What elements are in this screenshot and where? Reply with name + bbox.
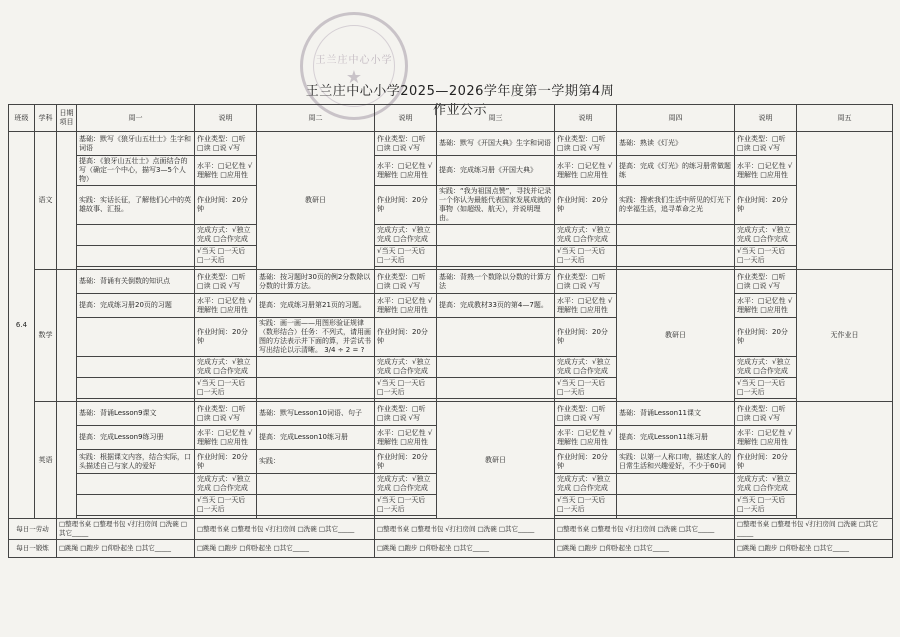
exercise-options-mon: □跳绳 □跑步 □仰卧起坐 □其它_____ (57, 540, 195, 558)
note-level: 水平：□记忆性 √理解性 □应用性 (735, 156, 797, 186)
header-note3: 说明 (555, 105, 617, 132)
yuwen-row-1 (9, 132, 893, 156)
footer-exercise-label: 每日一锻炼 (9, 540, 57, 558)
labor-options-mon: □整理书桌 □整理书包 √打扫房间 □洗碗 □其它_____ (57, 519, 195, 540)
note-days: √当天 □一天后 □一天后 (735, 246, 797, 267)
yuwen-wed-practice: 实践：“我为祖国点赞”，寻找并记录一个你认为最能代表国家发展成就的事物（如超级、航天），并说明理由。 (437, 186, 555, 225)
shuxue-row-3 (9, 318, 893, 357)
shuxue-wed-advanced: 提高：完成教材33页的第4—7题。 (437, 294, 555, 318)
yuwen-row-5 (9, 246, 893, 267)
exercise-options-wed: □跳绳 □跑步 □仰卧起坐 □其它_____ (375, 540, 555, 558)
yingyu-tue-basic: 基础：默写Lesson10词语、句子 (257, 402, 375, 426)
shuxue-row-5 (9, 378, 893, 399)
note-level: 水平：□记忆性 √理解性 □应用性 (375, 156, 437, 186)
exercise-options-thu: □跳绳 □跑步 □仰卧起坐 □其它_____ (555, 540, 735, 558)
yingyu-thu-practice: 实践：以第一人称口吻，描述家人的日常生活和兴趣爱好，不少于60词 (617, 450, 735, 474)
labor-options-fri: □整理书桌 □整理书包 √打扫房间 □洗碗 □其它_____ (735, 519, 893, 540)
note-complete: 完成方式：√独立完成 □合作完成 (555, 225, 617, 246)
header-class: 班级 (9, 105, 35, 132)
exercise-options-fri: □跳绳 □跑步 □仰卧起坐 □其它_____ (735, 540, 893, 558)
note-time: 作业时间：20分钟 (735, 318, 797, 357)
header-note1: 说明 (195, 105, 257, 132)
shuxue-row-4 (9, 357, 893, 378)
yuwen-row-3 (9, 186, 893, 225)
subject-shuxue: 数学 (35, 270, 57, 402)
note-level: 水平：□记忆性 √理解性 □应用性 (195, 294, 257, 318)
note-days: √当天 □一天后 □一天后 (195, 378, 257, 399)
note-complete: 完成方式：√独立完成 □合作完成 (195, 474, 257, 495)
seal-star-icon: ★ (345, 67, 363, 88)
yingyu-mon-basic: 基础：背诵Lesson9课文 (77, 402, 195, 426)
note-type: 作业类型：□听 □读 □说 √写 (735, 270, 797, 294)
page-title: 王兰庄中心小学2025—2026学年度第一学期第4周作业公示 (305, 84, 615, 118)
note-time: 作业时间：20分钟 (195, 450, 257, 474)
shuxue-row-1 (9, 270, 893, 294)
yingyu-row-1 (9, 402, 893, 426)
footer-exercise-row (9, 540, 893, 558)
note-time: 作业时间：20分钟 (735, 450, 797, 474)
note-complete: 完成方式：√独立完成 □合作完成 (375, 474, 437, 495)
yingyu-tue-practice: 实践： (257, 450, 375, 474)
note-time: 作业时间：20分钟 (555, 186, 617, 225)
note-complete: 完成方式：√独立完成 □合作完成 (375, 357, 437, 378)
footer-labor-row (9, 519, 893, 540)
header-date: 日期项目 (57, 105, 77, 132)
yingyu-wed-research: 教研日 (437, 402, 555, 519)
yuwen-row-4 (9, 225, 893, 246)
note-days: √当天 □一天后 □一天后 (195, 495, 257, 516)
note-level: 水平：□记忆性 √理解性 □应用性 (555, 294, 617, 318)
note-level: 水平：□记忆性 √理解性 □应用性 (195, 156, 257, 186)
fri-no-homework: 无作业日 (797, 270, 893, 402)
shuxue-mon-advanced: 提高：完成练习册20页的习题 (77, 294, 195, 318)
note-time: 作业时间：20分钟 (195, 318, 257, 357)
note-days: √当天 □一天后 □一天后 (375, 246, 437, 267)
yuwen-mon-advanced: 提高：《狼牙山五壮士》点面结合的写（确定一个中心，描写3—5个人物） (77, 156, 195, 186)
subject-yuwen: 语文 (35, 132, 57, 270)
note-days: √当天 □一天后 □一天后 (735, 495, 797, 516)
note-days: √当天 □一天后 □一天后 (735, 378, 797, 399)
note-complete: 完成方式：√独立完成 □合作完成 (735, 357, 797, 378)
note-type: 作业类型：□听 □读 □说 √写 (555, 132, 617, 156)
exercise-options-tue: □跳绳 □跑步 □仰卧起坐 □其它_____ (195, 540, 375, 558)
note-type: 作业类型：□听 □读 □说 √写 (375, 132, 437, 156)
yingyu-mon-advanced: 提高：完成Lesson9练习册 (77, 426, 195, 450)
note-complete: 完成方式：√独立完成 □合作完成 (375, 225, 437, 246)
shuxue-mon-basic: 基础：背诵有关倒数的知识点 (77, 270, 195, 294)
yuwen-thu-advanced: 提高：完成《灯光》的练习册常做题练 (617, 156, 735, 186)
yuwen-thu-practice: 实践：搜索我们生活中所见的灯光下的幸福生活，追寻革命之光 (617, 186, 735, 225)
header-row (9, 105, 893, 132)
yuwen-row-2 (9, 156, 893, 186)
yingyu-thu-advanced: 提高：完成Lesson11练习册 (617, 426, 735, 450)
header-thu: 周四 (617, 105, 735, 132)
note-time: 作业时间：20分钟 (735, 186, 797, 225)
note-complete: 完成方式：√独立完成 □合作完成 (555, 357, 617, 378)
yingyu-thu-basic: 基础：背诵Lesson11课文 (617, 402, 735, 426)
note-time: 作业时间：20分钟 (555, 450, 617, 474)
homework-table (8, 104, 893, 558)
note-level: 水平：□记忆性 √理解性 □应用性 (555, 156, 617, 186)
yuwen-mon-basic: 基础：默写《狼牙山五壮士》生字和词语 (77, 132, 195, 156)
note-days: √当天 □一天后 □一天后 (375, 378, 437, 399)
yuwen-tue-research: 教研日 (257, 132, 375, 270)
note-time: 作业时间：20分钟 (375, 318, 437, 357)
labor-options-wed: □整理书桌 □整理书包 √打扫房间 □洗碗 □其它_____ (375, 519, 555, 540)
note-type: 作业类型：□听 □读 □说 √写 (195, 270, 257, 294)
note-complete: 完成方式：√独立完成 □合作完成 (195, 225, 257, 246)
yingyu-mon-practice: 实践：根据课文内容，结合实际，口头描述自己与家人的爱好 (77, 450, 195, 474)
shuxue-tue-practice: 实践：画一画——用图形验证规律（数形结合）任务：不列式，请用画图的方法表示并下面的算，并尝试书写出结论以示清晰。 3/4 ÷ 2 = ? (257, 318, 375, 357)
note-type: 作业类型：□听 □读 □说 √写 (555, 270, 617, 294)
shuxue-tue-basic: 基础：按习题时30页的例2分数除以分数的计算方法。 (257, 270, 375, 294)
class-cell: 6.4 (9, 132, 35, 519)
note-type: 作业类型：□听 □读 □说 √写 (195, 402, 257, 426)
note-level: 水平：□记忆性 √理解性 □应用性 (195, 426, 257, 450)
note-days: √当天 □一天后 □一天后 (555, 246, 617, 267)
note-type: 作业类型：□听 □读 □说 √写 (375, 270, 437, 294)
yuwen-wed-advanced: 提高：完成练习册《开国大典》 (437, 156, 555, 186)
note-type: 作业类型：□听 □读 □说 √写 (735, 132, 797, 156)
shuxue-row-2 (9, 294, 893, 318)
note-complete: 完成方式：√独立完成 □合作完成 (735, 474, 797, 495)
subject-yingyu: 英语 (35, 402, 57, 519)
note-complete: 完成方式：√独立完成 □合作完成 (735, 225, 797, 246)
header-wed: 周三 (437, 105, 555, 132)
note-level: 水平：□记忆性 √理解性 □应用性 (375, 426, 437, 450)
note-time: 作业时间：20分钟 (375, 186, 437, 225)
header-fri: 周五 (797, 105, 893, 132)
header-subject: 学科 (35, 105, 57, 132)
header-note4: 说明 (735, 105, 797, 132)
note-type: 作业类型：□听 □读 □说 √写 (195, 132, 257, 156)
shuxue-tue-advanced: 提高：完成练习册第21页的习题。 (257, 294, 375, 318)
yingyu-tue-advanced: 提高：完成Lesson10练习册 (257, 426, 375, 450)
footer-labor-label: 每日一劳动 (9, 519, 57, 540)
seal-text: 王兰庄中心小学 (315, 55, 393, 66)
labor-options-thu: □整理书桌 □整理书包 √打扫房间 □洗碗 □其它_____ (555, 519, 735, 540)
yuwen-thu-basic: 基础：熟读《灯光》 (617, 132, 735, 156)
note-level: 水平：□记忆性 √理解性 □应用性 (735, 426, 797, 450)
note-complete: 完成方式：√独立完成 □合作完成 (195, 357, 257, 378)
note-days: √当天 □一天后 □一天后 (195, 246, 257, 267)
note-time: 作业时间：20分钟 (375, 450, 437, 474)
yuwen-mon-practice: 实践：实话长征，了解他们心中的英雄故事、汇报。 (77, 186, 195, 225)
yuwen-wed-basic: 基础：默写《开国大典》生字和词语 (437, 132, 555, 156)
shuxue-thu-research: 教研日 (617, 270, 735, 402)
header-tue: 周二 (257, 105, 375, 132)
note-level: 水平：□记忆性 √理解性 □应用性 (555, 426, 617, 450)
note-time: 作业时间：20分钟 (555, 318, 617, 357)
note-days: √当天 □一天后 □一天后 (555, 378, 617, 399)
note-complete: 完成方式：√独立完成 □合作完成 (555, 474, 617, 495)
labor-options-tue: □整理书桌 □整理书包 √打扫房间 □洗碗 □其它_____ (195, 519, 375, 540)
note-type: 作业类型：□听 □读 □说 √写 (375, 402, 437, 426)
header-mon: 周一 (77, 105, 195, 132)
shuxue-wed-basic: 基础：背熟一个数除以分数的计算方法 (437, 270, 555, 294)
note-type: 作业类型：□听 □读 □说 √写 (555, 402, 617, 426)
note-days: √当天 □一天后 □一天后 (555, 495, 617, 516)
header-note2: 说明 (375, 105, 437, 132)
note-level: 水平：□记忆性 √理解性 □应用性 (375, 294, 437, 318)
note-level: 水平：□记忆性 √理解性 □应用性 (735, 294, 797, 318)
note-days: √当天 □一天后 □一天后 (375, 495, 437, 516)
note-time: 作业时间：20分钟 (195, 186, 257, 225)
note-type: 作业类型：□听 □读 □说 √写 (735, 402, 797, 426)
